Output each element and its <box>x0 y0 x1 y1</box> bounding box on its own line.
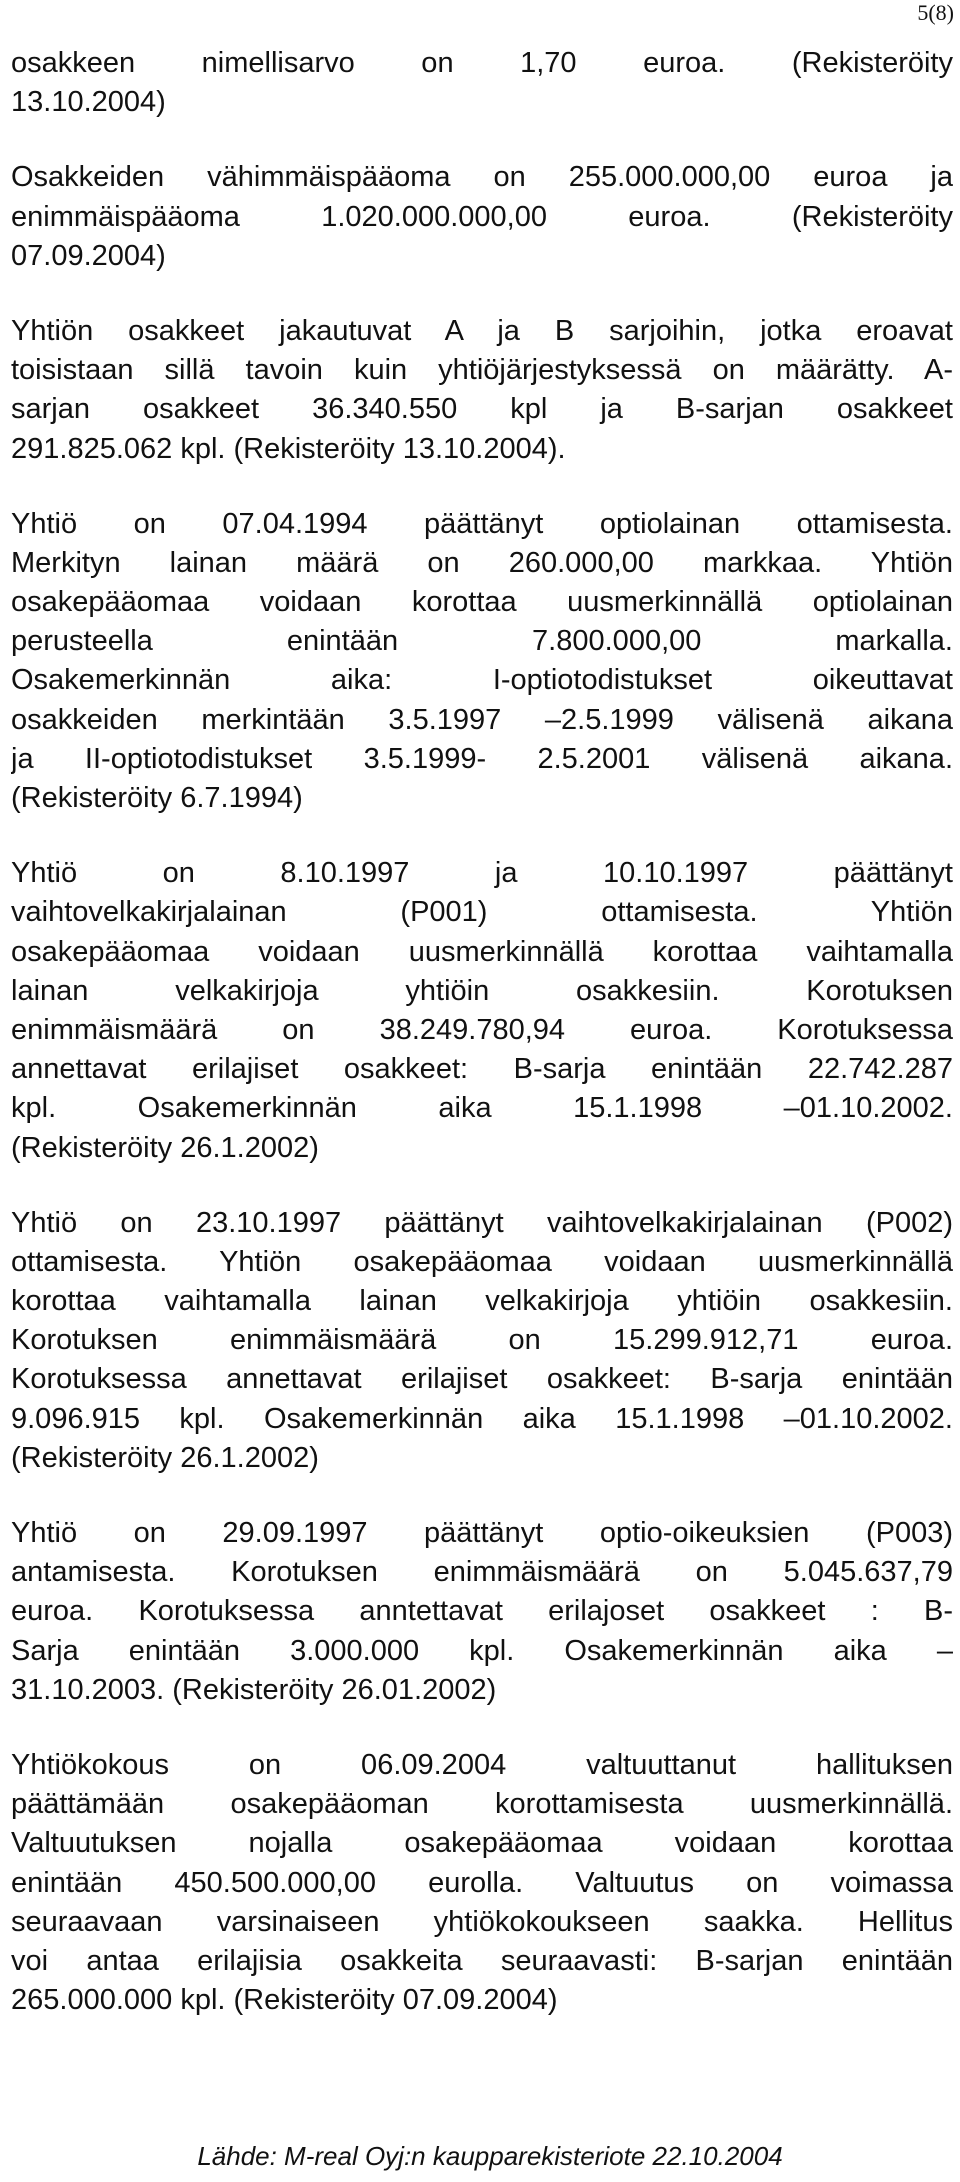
text-line: Sarja enintään 3.000.000 kpl. Osakemerkinnän aika – <box>11 1634 953 1667</box>
text-line: enimmäismäärä on 38.249.780,94 euroa. Korotuksessa <box>11 1013 953 1046</box>
text-line: Korotuksessa annettavat erilajiset osakkeet: B-sarja enintään <box>11 1363 953 1396</box>
text-line: 265.000.000 kpl. (Rekisteröity 07.09.2004) <box>11 1984 558 2017</box>
text-line: Yhtiö on 8.10.1997 ja 10.10.1997 päättänyt <box>11 857 953 890</box>
text-line: 13.10.2004) <box>11 86 166 119</box>
text-line: Osakkeiden vähimmäispääoma on 255.000.000,00 euroa ja <box>11 161 953 194</box>
text-line: vaihtovelkakirjalainan (P001) ottamisesta. Yhtiön <box>11 896 953 929</box>
text-line: annettavat erilajiset osakkeet: B-sarja enintään 22.742.287 <box>11 1053 953 1086</box>
text-line: antamisesta. Korotuksen enimmäismäärä on 5.045.637,79 <box>11 1556 953 1589</box>
text-line: toisistaan sillä tavoin kuin yhtiöjärjestyksessä on määrätty. A- <box>11 354 953 387</box>
paragraph-agm-authorization <box>11 1746 953 2020</box>
text-line: seuraavaan varsinaiseen yhtiökokoukseen saakka. Hellitus <box>11 1905 953 1938</box>
text-line: Yhtiö on 07.04.1994 päättänyt optiolainan ottamisesta. <box>11 507 953 540</box>
page-number: 5(8) <box>917 0 954 25</box>
text-line: 07.09.2004) <box>11 239 166 272</box>
text-line: korottaa vaihtamalla lainan velkakirjoja yhtiöin osakkesiin. <box>11 1285 953 1318</box>
text-line: perusteella enintään 7.800.000,00 markalla. <box>11 625 953 658</box>
text-line: 291.825.062 kpl. (Rekisteröity 13.10.2004). <box>11 432 566 465</box>
text-line: Yhtiö on 23.10.1997 päättänyt vaihtovelkakirjalainan (P002) <box>11 1206 953 1239</box>
text-line: Yhtiön osakkeet jakautuvat A ja B sarjoihin, jotka eroavat <box>11 314 953 347</box>
text-line: Merkityn lainan määrä on 260.000,00 markkaa. Yhtiön <box>11 546 953 579</box>
paragraph-convertible-loan-p001 <box>11 854 953 1168</box>
text-line: ja II-optiotodistukset 3.5.1999- 2.5.2001 välisenä aikana. <box>11 742 953 775</box>
text-line: Valtuutuksen nojalla osakepääomaa voidaan korottaa <box>11 1827 953 1860</box>
text-line: Korotuksen enimmäismäärä on 15.299.912,71 euroa. <box>11 1324 953 1357</box>
paragraph-share-nominal-value <box>11 44 953 122</box>
text-line: osakepääomaa voidaan korottaa uusmerkinnällä optiolainan <box>11 586 953 619</box>
paragraph-share-capital-limits <box>11 158 953 276</box>
text-line: enintään 450.500.000,00 eurolla. Valtuutus on voimassa <box>11 1866 953 1899</box>
text-line: Osakemerkinnän aika: I-optiotodistukset oikeuttavat <box>11 664 953 697</box>
text-line: 9.096.915 kpl. Osakemerkinnän aika 15.1.1998 –01.10.2002. <box>11 1402 953 1435</box>
text-line: kpl. Osakemerkinnän aika 15.1.1998 –01.10.2002. <box>11 1092 953 1125</box>
paragraph-convertible-loan-p002 <box>11 1204 953 1478</box>
text-line: voi antaa erilajisia osakkeita seuraavasti: B-sarjan enintään <box>11 1944 953 1977</box>
text-line: osakkeiden merkintään 3.5.1997 –2.5.1999 välisenä aikana <box>11 703 953 736</box>
text-line: Yhtiö on 29.09.1997 päättänyt optio-oikeuksien (P003) <box>11 1517 953 1549</box>
text-line: osakepääomaa voidaan uusmerkinnällä korottaa vaihtamalla <box>11 935 953 968</box>
document-body <box>11 44 953 2056</box>
text-line: päättämään osakepääoman korottamisesta uusmerkinnällä. <box>11 1788 953 1821</box>
text-line: 31.10.2003. (Rekisteröity 26.01.2002) <box>11 1673 497 1706</box>
source-footer: Lähde: M-real Oyj:n kaupparekisteriote 22.10.2004 <box>197 2141 783 2171</box>
text-line: osakkeen nimellisarvo on 1,70 euroa. (Rekisteröity <box>11 47 953 79</box>
text-line: euroa. Korotuksessa anntettavat erilajoset osakkeet : B- <box>11 1595 953 1628</box>
paragraph-option-loan-1994 <box>11 505 953 819</box>
paragraph-share-series <box>11 312 953 469</box>
text-line: sarjan osakkeet 36.340.550 kpl ja B-sarjan osakkeet <box>11 393 953 426</box>
paragraph-option-rights-p003 <box>11 1514 953 1710</box>
text-line: (Rekisteröity 6.7.1994) <box>11 782 303 814</box>
text-line: Yhtiökokous on 06.09.2004 valtuuttanut hallituksen <box>11 1748 953 1781</box>
text-line: enimmäispääoma 1.020.000.000,00 euroa. (Rekisteröity <box>11 200 953 233</box>
text-line: (Rekisteröity 26.1.2002) <box>11 1131 319 1164</box>
text-line: ottamisesta. Yhtiön osakepääomaa voidaan uusmerkinnällä <box>11 1245 953 1278</box>
text-line: (Rekisteröity 26.1.2002) <box>11 1441 319 1474</box>
text-line: lainan velkakirjoja yhtiöin osakkesiin. Korotuksen <box>11 974 953 1007</box>
